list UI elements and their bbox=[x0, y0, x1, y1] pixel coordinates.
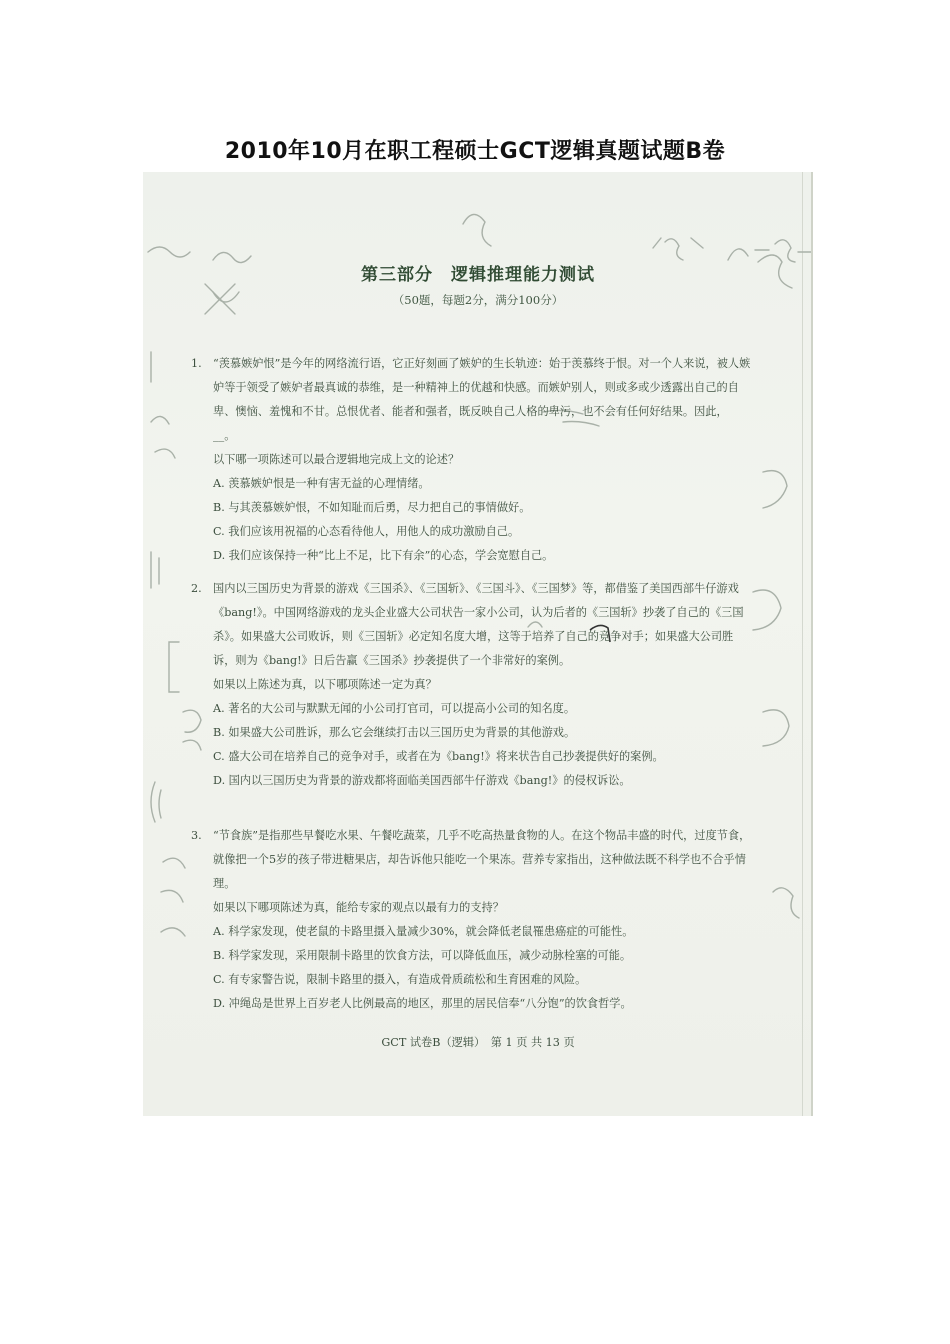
exam-content bbox=[143, 172, 813, 1116]
answer-option: A. 羡慕嫉妒恨是一种有害无益的心理情绪。 bbox=[213, 477, 430, 490]
question-number: 3. bbox=[191, 829, 202, 842]
question-1 bbox=[191, 352, 751, 568]
question-prompt: 如果以下哪项陈述为真，能给专家的观点以最有力的支持？ bbox=[213, 901, 504, 914]
question-stem-text: 国内以三国历史为背景的游戏《三国杀》、《三国斩》、《三国斗》、《三国梦》等，都借鉴了美国西部牛仔游戏《bang!》。中国网络游戏的龙头企业盛大公司状告一家小公司，认为后者的《三国斩》抄袭了自己的《三国杀》。如果盛大公司败诉，则《三国斩》必定知名度大增，这等于培养了自己的竞争对手；如果盛大公司胜诉，则为《bang!》日后告赢《三国杀》抄袭提供了一个非常好的案例。 bbox=[213, 582, 744, 667]
answer-option: D. 国内以三国历史为背景的游戏都将面临美国西部牛仔游戏《bang!》的侵权诉讼。 bbox=[213, 774, 631, 787]
question-stem-text: “节食族”是指那些早餐吃水果、午餐吃蔬菜，几乎不吃高热量食物的人。在这个物品丰盛的时代，过度节食，就像把一个5岁的孩子带进糖果店，却告诉他只能吃一个果冻。营养专家指出，这种做法既不科学也不合乎情理。 bbox=[213, 829, 751, 890]
answer-option: A. 著名的大公司与默默无闻的小公司打官司，可以提高小公司的知名度。 bbox=[213, 702, 576, 715]
answer-option: C. 盛大公司在培养自己的竞争对手，或者在为《bang!》将来状告自己抄袭提供好的案例。 bbox=[213, 750, 664, 763]
section-title: 第三部分 逻辑推理能力测试 bbox=[361, 265, 595, 285]
answer-option: C. 我们应该用祝福的心态看待他人，用他人的成功激励自己。 bbox=[213, 525, 520, 538]
question-number: 1. bbox=[191, 357, 202, 370]
question-prompt: 如果以上陈述为真，以下哪项陈述一定为真？ bbox=[213, 678, 437, 691]
scanned-exam-page bbox=[143, 172, 813, 1116]
question-stem bbox=[191, 577, 751, 673]
question-number: 2. bbox=[191, 582, 202, 595]
question-prompt: 以下哪一项陈述可以最合逻辑地完成上文的论述？ bbox=[213, 453, 460, 466]
answer-option: C. 有专家警告说，限制卡路里的摄入，有造成骨质疏松和生育困难的风险。 bbox=[213, 973, 587, 986]
answer-option: B. 与其羡慕嫉妒恨，不如知耻而后勇，尽力把自己的事情做好。 bbox=[213, 501, 531, 514]
document-title: 2010年10月在职工程硕士GCT逻辑真题试题B卷 bbox=[224, 139, 726, 164]
page-footer: GCT 试卷B（逻辑） 第 1 页 共 13 页 bbox=[381, 1036, 575, 1049]
question-stem bbox=[191, 824, 751, 896]
section-subtitle: （50题，每题2分，满分100分） bbox=[392, 293, 564, 307]
answer-option: D. 我们应该保持一种“比上不足，比下有余”的心态，学会宽慰自己。 bbox=[213, 549, 554, 562]
answer-option: B. 科学家发现，采用限制卡路里的饮食方法，可以降低血压，减少动脉栓塞的可能。 bbox=[213, 949, 632, 962]
question-stem bbox=[191, 352, 751, 448]
question-2 bbox=[191, 577, 751, 793]
answer-option: A. 科学家发现，使老鼠的卡路里摄入量减少30%，就会降低老鼠罹患癌症的可能性。 bbox=[213, 925, 634, 938]
answer-option: B. 如果盛大公司胜诉，那么它会继续打击以三国历史为背景的其他游戏。 bbox=[213, 726, 576, 739]
question-stem-text: “羡慕嫉妒恨”是今年的网络流行语，它正好刻画了嫉妒的生长轨迹：始于羡慕终于恨。对一个人来说，被人嫉妒等于领受了嫉妒者最真诚的恭维，是一种精神上的优越和快感。而嫉妒别人，则或多或少透露出自己的自卑、懊恼、羞愧和不甘。总恨优者、能者和强者，既反映自己人格的卑污，也不会有任何好结果。因此， __。 bbox=[213, 357, 751, 442]
answer-option: D. 冲绳岛是世界上百岁老人比例最高的地区，那里的居民信奉“八分饱”的饮食哲学。 bbox=[213, 997, 632, 1010]
question-3 bbox=[191, 824, 751, 1016]
